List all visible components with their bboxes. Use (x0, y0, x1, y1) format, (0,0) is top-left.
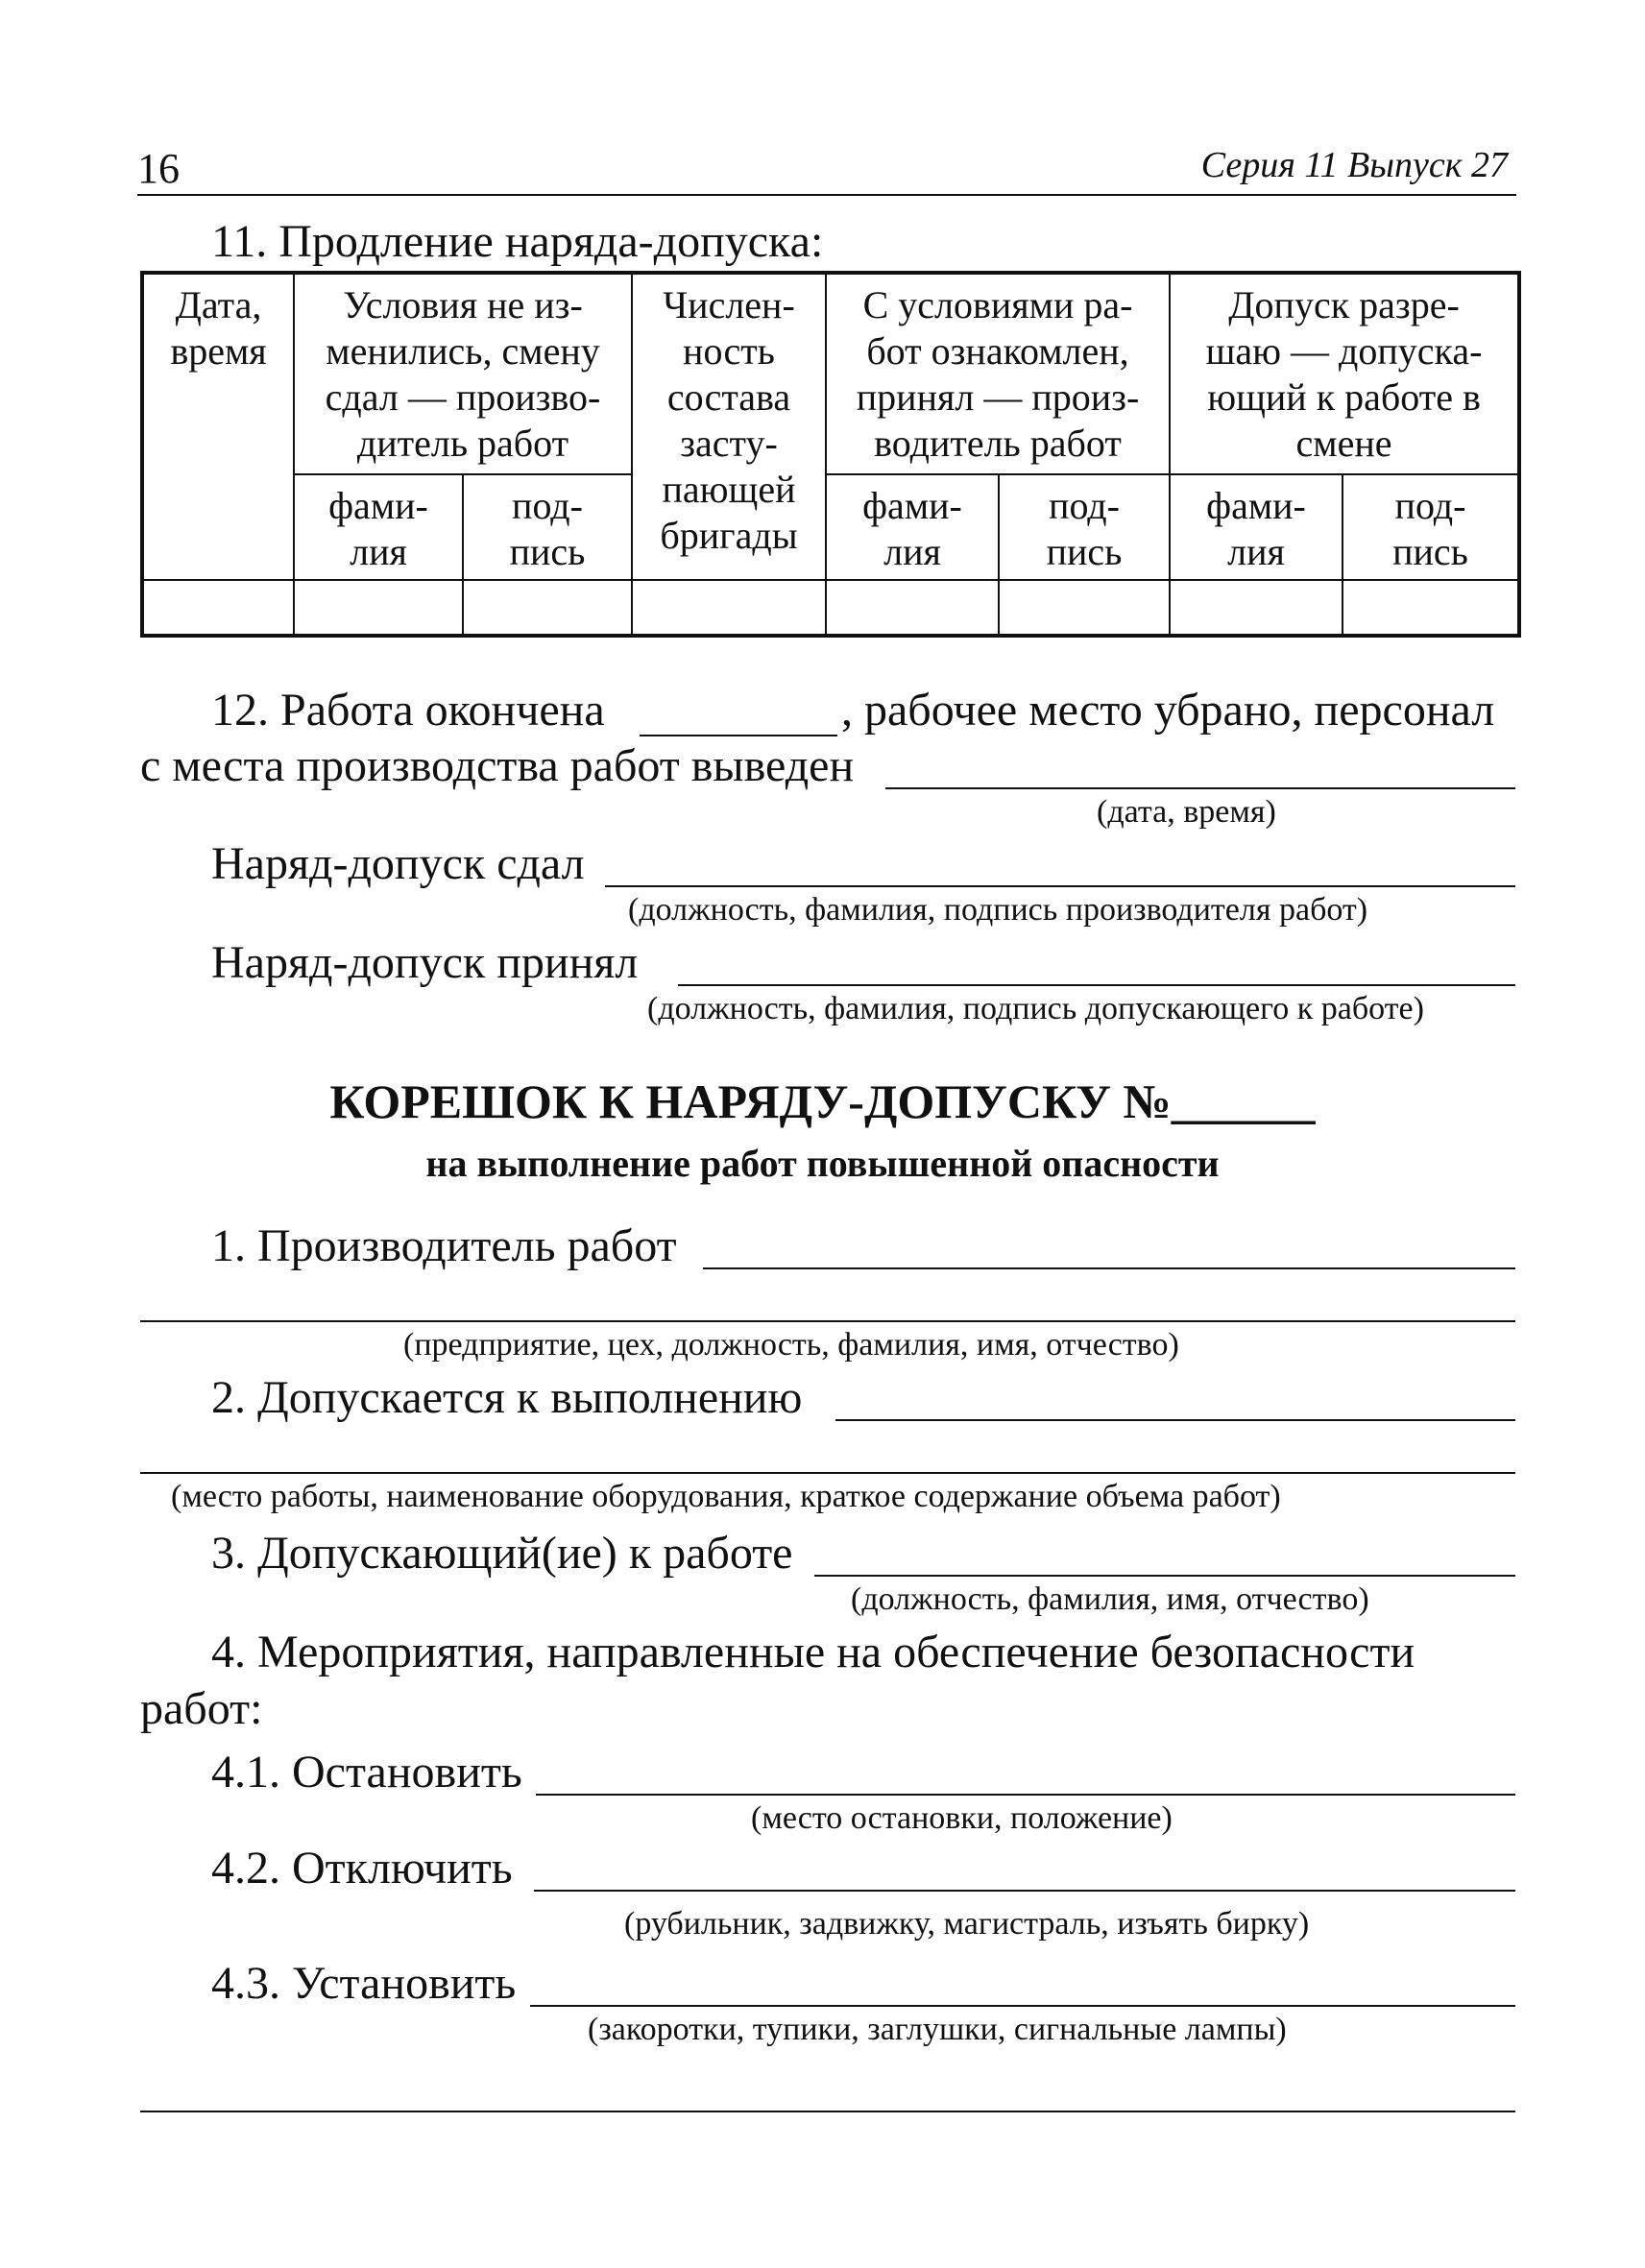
accepted-label: Наряд-допуск принял (211, 937, 639, 988)
header-unchanged-line: дитель работ (356, 422, 569, 465)
header-allow (1170, 273, 1519, 474)
handed-over-caption: (должность, фамилия, подпись производителя работ) (628, 892, 1368, 928)
header-acquainted (826, 273, 1170, 474)
sub-label: лия (350, 530, 407, 573)
item41-caption: (место остановки, положение) (751, 1800, 1173, 1836)
header-datetime-line: Дата, (175, 283, 262, 326)
work-finished-field[interactable] (640, 735, 837, 736)
header-count-line: засту- (680, 422, 778, 465)
empty-cell[interactable] (294, 580, 463, 636)
stub-subtitle: на выполнение работ повышенной опасности (425, 1142, 1220, 1185)
accepted-caption: (должность, фамилия, подпись допускающего к работе) (647, 991, 1424, 1026)
section-11-title: 11. Продление наряда-допуска: (211, 216, 824, 267)
sub-label: фами- (328, 484, 428, 527)
item4-title-cont: работ: (140, 1683, 263, 1734)
header-unchanged (294, 273, 632, 474)
sub-label: фами- (1206, 484, 1306, 527)
header-datetime-line: время (170, 329, 267, 373)
item42-caption: (рубильник, задвижку, магистраль, изъять бирку) (624, 1906, 1310, 1942)
header-count-line: бригады (660, 514, 798, 557)
handed-over-field[interactable] (605, 885, 1515, 887)
personnel-withdrawn-label: с места производства работ выведен (140, 740, 855, 791)
header-rule (137, 194, 1516, 196)
stub-title: КОРЕШОК К НАРЯДУ-ДОПУСКУ №______ (329, 1074, 1316, 1128)
header-allow-line: ющий к работе в (1207, 375, 1481, 419)
item42-field[interactable] (534, 1890, 1515, 1892)
header-acquainted-line: бот ознакомлен, (866, 329, 1129, 373)
header-acquainted-line: принял — произ- (856, 375, 1140, 419)
empty-cell[interactable] (463, 580, 632, 636)
item3-label: 3. Допускающий(ие) к работе (211, 1528, 793, 1579)
work-finished-continuation: , рабочее место убрано, персонал (841, 685, 1495, 736)
item3-caption: (должность, фамилия, имя, отчество) (851, 1581, 1369, 1617)
item1-field-continued[interactable] (140, 1320, 1515, 1322)
item42-label: 4.2. Отключить (211, 1843, 513, 1894)
item2-field-continued[interactable] (140, 1472, 1515, 1474)
item1-field[interactable] (703, 1267, 1515, 1269)
header-count-line: Числен- (663, 283, 795, 326)
header-count-line: состава (666, 375, 791, 419)
header-count-line: пающей (662, 468, 796, 511)
empty-cell[interactable] (826, 580, 999, 636)
item1-label: 1. Производитель работ (211, 1220, 677, 1271)
subheader-surname (1170, 474, 1343, 580)
header-unchanged-line: менились, смену (326, 329, 600, 373)
accepted-field[interactable] (678, 984, 1515, 986)
work-finished-label: 12. Работа окончена (211, 685, 605, 736)
empty-cell[interactable] (1170, 580, 1343, 636)
empty-cell[interactable] (999, 580, 1170, 636)
sub-label: лия (883, 530, 941, 573)
header-unchanged-line: Условия не из- (343, 283, 583, 326)
handed-over-label: Наряд-допуск сдал (211, 838, 585, 889)
item1-caption: (предприятие, цех, должность, фамилия, имя, отчество) (403, 1327, 1179, 1363)
subheader-signature (999, 474, 1170, 580)
subheader-signature (463, 474, 632, 580)
item43-label: 4.3. Установить (211, 1958, 517, 2009)
datetime-caption: (дата, время) (1097, 794, 1276, 830)
sub-label: под- (512, 484, 583, 527)
item2-field[interactable] (835, 1419, 1515, 1421)
item3-field[interactable] (814, 1575, 1515, 1577)
item4-title: 4. Мероприятия, направленные на обеспечение безопасности (211, 1627, 1415, 1677)
sub-label: фами- (862, 484, 962, 527)
header-acquainted-line: С условиями ра- (862, 283, 1133, 326)
sub-label: пись (1046, 530, 1123, 573)
subheader-surname (294, 474, 463, 580)
header-allow-line: Допуск разре- (1228, 283, 1460, 326)
header-allow-line: шаю — допуска- (1205, 329, 1483, 373)
header-unchanged-line: сдал — произво- (325, 375, 601, 419)
item2-label: 2. Допускается к выполнению (211, 1372, 803, 1423)
empty-cell[interactable] (632, 580, 826, 636)
page-number: 16 (137, 145, 180, 192)
empty-cell[interactable] (142, 580, 294, 636)
subheader-surname (826, 474, 999, 580)
sub-label: пись (1392, 530, 1468, 573)
item2-caption: (место работы, наименование оборудования, краткое содержание объема работ) (171, 1479, 1281, 1514)
series-label: Серия 11 Выпуск 27 (1200, 145, 1508, 185)
personnel-withdrawn-field[interactable] (885, 787, 1515, 789)
table-row (142, 580, 1519, 636)
subheader-signature (1343, 474, 1519, 580)
sub-label: лия (1227, 530, 1285, 573)
sub-label: под- (1394, 484, 1466, 527)
item43-caption: (закоротки, тупики, заглушки, сигнальные лампы) (588, 2012, 1287, 2047)
sub-label: под- (1049, 484, 1120, 527)
extension-table (140, 271, 1521, 638)
sub-label: пись (509, 530, 586, 573)
item43-field[interactable] (530, 2005, 1515, 2007)
item41-label: 4.1. Остановить (211, 1747, 522, 1798)
header-count-line: ность (683, 329, 775, 373)
header-datetime (142, 273, 294, 580)
header-crew-count (632, 273, 826, 580)
header-allow-line: смене (1295, 422, 1392, 465)
item41-field[interactable] (536, 1794, 1515, 1796)
bottom-blank-line[interactable] (140, 2111, 1515, 2112)
header-acquainted-line: водитель работ (874, 422, 1122, 465)
empty-cell[interactable] (1343, 580, 1519, 636)
